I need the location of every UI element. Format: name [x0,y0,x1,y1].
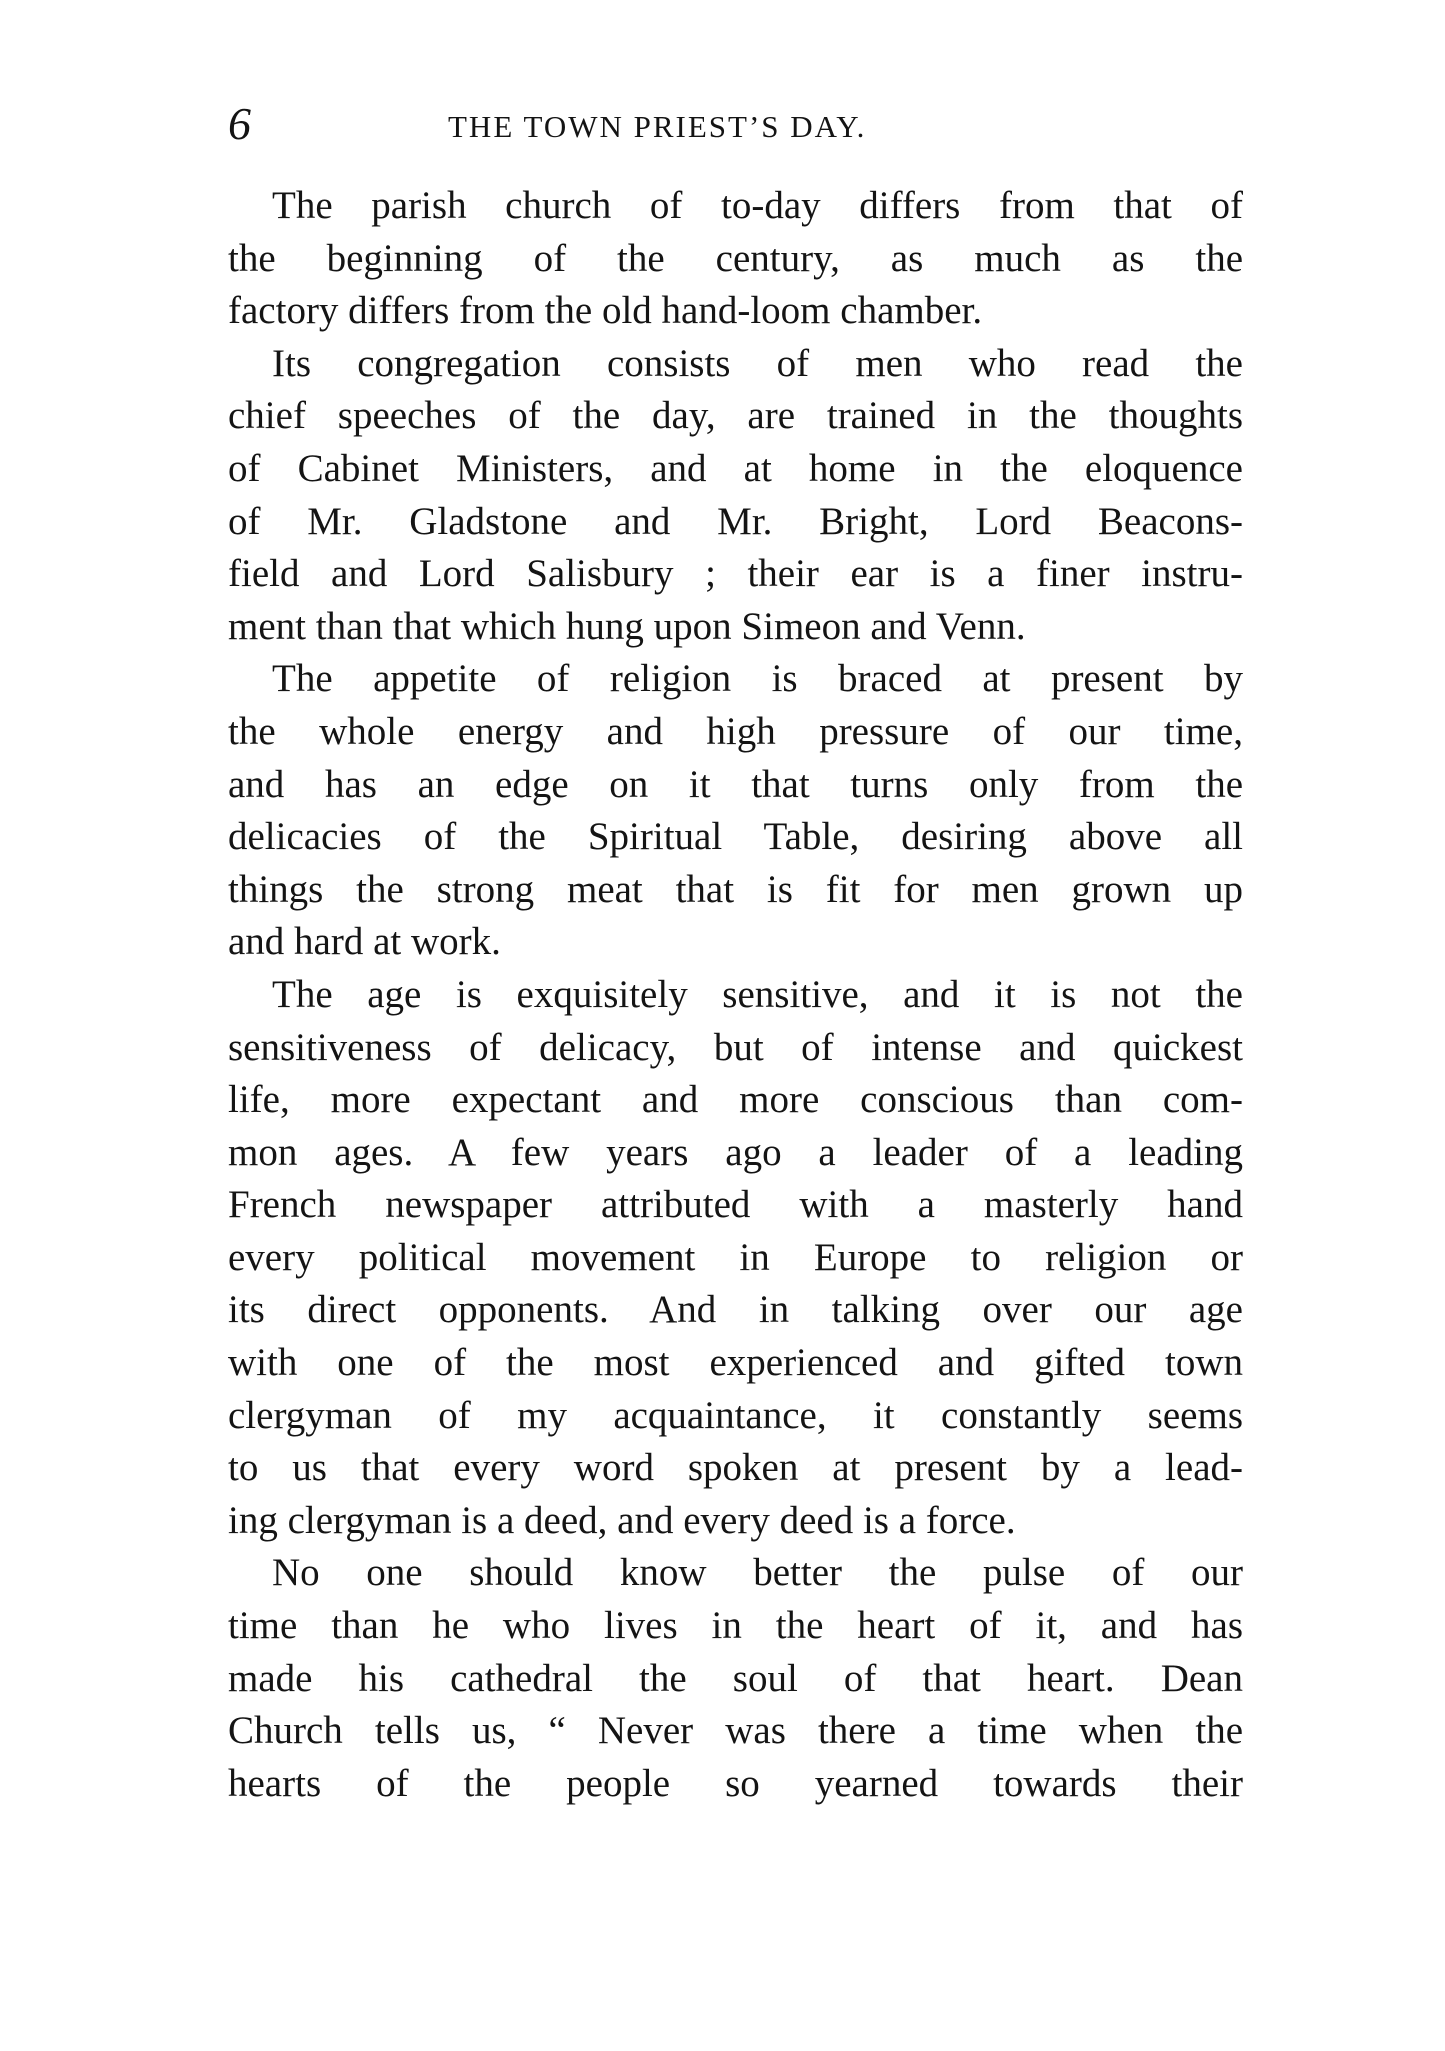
running-head [228,96,1248,152]
text-line: of Cabinet Ministers, and at home in the eloquence [228,446,1243,490]
paragraph-5 [228,1547,1243,1810]
text-line: the beginning of the century, as much as the [228,236,1243,280]
text-line: delicacies of the Spiritual Table, desiring above all [228,815,1243,859]
body-text [228,180,1243,1810]
text-line: things the strong meat that is fit for men grown up [228,867,1243,911]
paragraph-1 [228,180,1243,338]
paragraph-2 [228,338,1243,654]
text-line: factory differs from the old hand-loom chamber. [228,289,983,333]
paragraph-3 [228,653,1243,969]
page-number: 6 [228,98,251,149]
text-line: ment than that which hung upon Simeon and Venn. [228,604,1026,648]
text-line: chief speeches of the day, are trained in the thoughts [228,394,1243,438]
paragraph-4 [228,969,1243,1548]
text-line: sensitiveness of delicacy, but of intense and quickest [228,1025,1243,1069]
text-line: its direct opponents. And in talking over our age [228,1288,1243,1332]
running-title: THE TOWN PRIEST’S DAY. [448,109,867,144]
text-line: The parish church of to-day differs from that of [272,184,1243,227]
text-line: Its congregation consists of men who read the [272,341,1243,385]
text-line: clergyman of my acquaintance, it constantly seems [228,1393,1243,1437]
text-line: Church tells us, “ Never was there a time when the [228,1709,1243,1753]
text-line: field and Lord Salisbury ; their ear is a finer instru- [228,552,1243,596]
text-line: The appetite of religion is braced at present by [272,657,1243,701]
text-line: mon ages. A few years ago a leader of a leading [228,1130,1243,1174]
text-line: and has an edge on it that turns only from the [228,762,1243,806]
text-line: to us that every word spoken at present by a lead- [228,1446,1243,1490]
text-line: of Mr. Gladstone and Mr. Bright, Lord Beacons- [228,499,1243,543]
text-line: every political movement in Europe to religion or [228,1235,1243,1279]
text-line: made his cathedral the soul of that heart. Dean [228,1656,1243,1700]
text-line: No one should know better the pulse of our [272,1551,1243,1595]
text-line: The age is exquisitely sensitive, and it is not the [272,972,1243,1016]
text-line: with one of the most experienced and gifted town [228,1341,1243,1385]
text-line: life, more expectant and more conscious than com- [228,1078,1243,1122]
text-line: ing clergyman is a deed, and every deed is a force. [228,1498,1016,1542]
text-line: and hard at work. [228,920,501,964]
text-line: French newspaper attributed with a masterly hand [228,1183,1243,1227]
text-line: time than he who lives in the heart of it, and has [228,1604,1243,1648]
text-line: the whole energy and high pressure of our time, [228,709,1243,753]
text-line: hearts of the people so yearned towards their [228,1761,1243,1805]
